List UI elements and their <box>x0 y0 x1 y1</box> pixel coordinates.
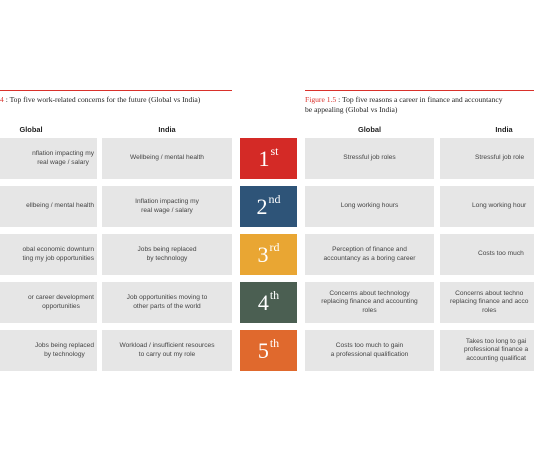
right-title-rule <box>305 90 534 91</box>
left-col-india-header: India <box>158 125 176 134</box>
left-india-cell-1: Wellbeing / mental health <box>102 138 232 179</box>
rank-badge-5 <box>240 330 297 371</box>
right-col-global-header: Global <box>358 125 381 134</box>
right-global-cell-5: Costs too much to gain a professional qualification <box>305 330 434 371</box>
left-global-cell-1: nflation impacting my real wage / salary <box>0 138 97 179</box>
left-title-rule <box>0 90 232 91</box>
rank-suffix: st <box>270 144 279 158</box>
rank-suffix: rd <box>269 240 280 254</box>
left-global-cell-3: obal economic downturn ting my job opportunities <box>0 234 97 275</box>
rank-number: 4 <box>257 289 269 315</box>
rank-number: 2 <box>256 193 268 219</box>
left-figure-title <box>0 95 200 105</box>
rank-badge-4 <box>240 282 297 323</box>
right-india-cell-3: Costs too much <box>440 234 534 275</box>
rank-suffix: th <box>269 288 280 302</box>
right-col-india-header: India <box>495 125 513 134</box>
left-india-cell-3: Jobs being replaced by technology <box>102 234 232 275</box>
right-global-cell-1: Stressful job roles <box>305 138 434 179</box>
left-india-cell-2: Inflation impacting my real wage / salary <box>102 186 232 227</box>
left-india-cell-5: Workload / insufficient resources to carry out my role <box>102 330 232 371</box>
right-figure-caption-line1: : Top five reasons a career in finance and accountancy <box>338 95 503 104</box>
rank-badge-1 <box>240 138 297 179</box>
right-india-cell-5: Takes too long to gai professional finance a accounting qualificat <box>440 330 534 371</box>
right-global-cell-4: Concerns about technology replacing finance and accounting roles <box>305 282 434 323</box>
right-figure-label: Figure 1.5 <box>305 95 337 104</box>
left-global-cell-5: Jobs being replaced by technology <box>0 330 97 371</box>
rank-number: 1 <box>258 145 270 171</box>
rank-suffix: th <box>269 336 280 350</box>
rank-number: 5 <box>257 337 269 363</box>
rank-suffix: nd <box>268 192 281 206</box>
right-global-cell-2: Long working hours <box>305 186 434 227</box>
right-india-cell-2: Long working hour <box>440 186 534 227</box>
rank-number: 3 <box>257 241 269 267</box>
left-global-cell-2: ellbeing / mental health <box>0 186 97 227</box>
left-global-cell-4: or career development opportunities <box>0 282 97 323</box>
rank-badge-3 <box>240 234 297 275</box>
right-india-cell-1: Stressful job role <box>440 138 534 179</box>
left-figure-label: 4 <box>0 95 4 104</box>
right-figure-title <box>305 95 503 115</box>
right-india-cell-4: Concerns about techno replacing finance and acco roles <box>440 282 534 323</box>
right-global-cell-3: Perception of finance and accountancy as a boring career <box>305 234 434 275</box>
rank-badge-2 <box>240 186 297 227</box>
left-india-cell-4: Job opportunities moving to other parts of the world <box>102 282 232 323</box>
right-figure-caption-line2: be appealing (Global vs India) <box>305 105 398 114</box>
left-figure-caption: : Top five work-related concerns for the future (Global vs India) <box>5 95 201 104</box>
left-col-global-header: Global <box>19 125 43 134</box>
